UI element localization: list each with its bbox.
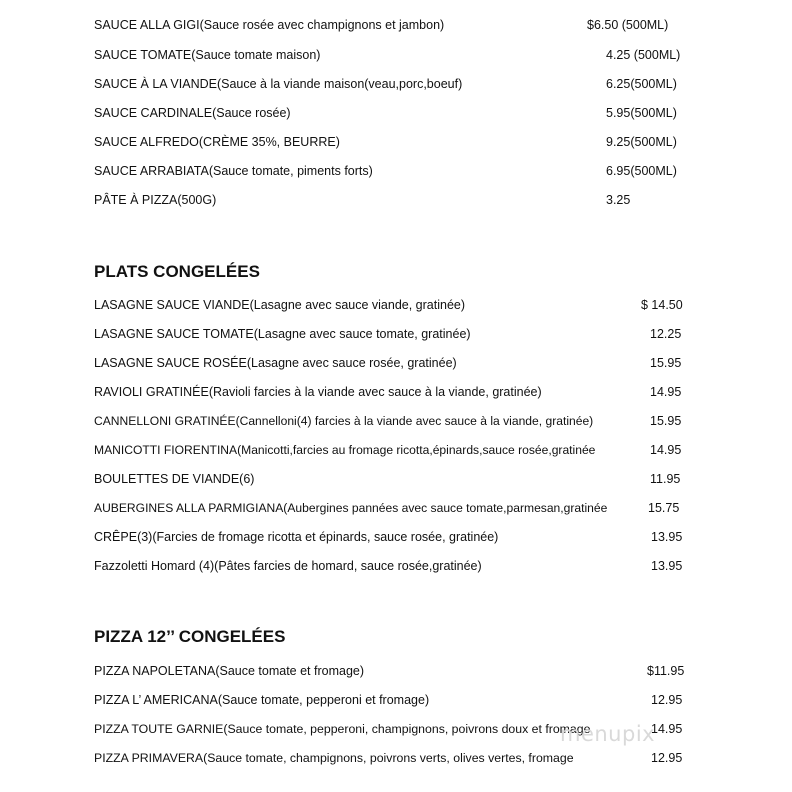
plat-item-price: 13.95 xyxy=(651,530,683,544)
plat-item-price: $ 14.50 xyxy=(641,298,683,312)
plat-item-price: 11.95 xyxy=(650,472,681,486)
plat-item-price: 15.95 xyxy=(650,356,682,370)
sauce-item-name: SAUCE ARRABIATA(Sauce tomate, piments forts) xyxy=(94,164,373,178)
sauce-item-name: SAUCE CARDINALE(Sauce rosée) xyxy=(94,106,291,120)
pizza-item-name: PIZZA PRIMAVERA(Sauce tomate, champignons, poivrons verts, olives vertes, fromage xyxy=(94,751,574,765)
plat-item-price: 15.75 xyxy=(648,501,680,515)
pizza-item-name: PIZZA L’ AMERICANA(Sauce tomate, pepperoni et fromage) xyxy=(94,693,430,707)
sauce-item-name: PÂTE À PIZZA(500G) xyxy=(94,193,217,207)
pizza-item-name: PIZZA NAPOLETANA(Sauce tomate et fromage) xyxy=(94,664,365,678)
pizza-item-price: $11.95 xyxy=(647,664,685,678)
plat-item-name: RAVIOLI GRATINÉE(Ravioli farcies à la viande avec sauce à la viande, gratinée) xyxy=(94,385,542,399)
sauce-item-price: 6.95(500ML) xyxy=(606,164,677,178)
plat-item-price: 13.95 xyxy=(651,559,683,573)
pizza-item-price: 14.95 xyxy=(651,722,683,736)
plat-item-price: 14.95 xyxy=(650,385,682,399)
sauce-item-name: SAUCE TOMATE(Sauce tomate maison) xyxy=(94,48,321,62)
plat-item-name: LASAGNE SAUCE VIANDE(Lasagne avec sauce viande, gratinée) xyxy=(94,298,466,312)
pizza-section-title: PIZZA 12’’ CONGELÉES xyxy=(94,627,286,646)
menupix-watermark: menupix xyxy=(560,722,656,746)
plat-item-name: BOULETTES DE VIANDE(6) xyxy=(94,472,255,486)
sauce-item-price: 4.25 (500ML) xyxy=(606,48,681,62)
sauce-item-price: 6.25(500ML) xyxy=(606,77,677,91)
plat-item-name: CANNELLONI GRATINÉE(Cannelloni(4) farcies à la viande avec sauce à la viande, gratinée) xyxy=(94,414,594,428)
plats-section-title: PLATS CONGELÉES xyxy=(94,262,260,281)
plat-item-price: 12.25 xyxy=(650,327,682,341)
pizza-item-price: 12.95 xyxy=(651,693,683,707)
sauce-item-price: 9.25(500ML) xyxy=(606,135,677,149)
plat-item-name: LASAGNE SAUCE TOMATE(Lasagne avec sauce tomate, gratinée) xyxy=(94,327,471,341)
plat-item-name: LASAGNE SAUCE ROSÉE(Lasagne avec sauce rosée, gratinée) xyxy=(94,356,457,370)
plat-item-name: AUBERGINES ALLA PARMIGIANA(Aubergines pannées avec sauce tomate,parmesan,gratinée xyxy=(94,501,608,515)
plat-item-name: CRÊPE(3)(Farcies de fromage ricotta et épinards, sauce rosée, gratinée) xyxy=(94,530,499,544)
pizza-item-price: 12.95 xyxy=(651,751,683,765)
plat-item-name: MANICOTTI FIORENTINA(Manicotti,farcies au fromage ricotta,épinards,sauce rosée,gratinée xyxy=(94,443,596,457)
pizza-item-name: PIZZA TOUTE GARNIE(Sauce tomate, pepperoni, champignons, poivrons doux et fromage xyxy=(94,722,591,736)
sauce-item-name: SAUCE ALFREDO(CRÈME 35%, BEURRE) xyxy=(94,135,340,149)
sauce-item-price: $6.50 (500ML) xyxy=(587,18,669,32)
sauce-item-name: SAUCE À LA VIANDE(Sauce à la viande maison(veau,porc,boeuf) xyxy=(94,77,463,91)
plat-item-name: Fazzoletti Homard (4)(Pâtes farcies de homard, sauce rosée,gratinée) xyxy=(94,559,482,573)
sauce-item-name: SAUCE ALLA GIGI(Sauce rosée avec champignons et jambon) xyxy=(94,18,445,32)
sauce-item-price: 5.95(500ML) xyxy=(606,106,677,120)
plat-item-price: 14.95 xyxy=(650,443,682,457)
plat-item-price: 15.95 xyxy=(650,414,682,428)
sauce-item-price: 3.25 xyxy=(606,193,631,207)
